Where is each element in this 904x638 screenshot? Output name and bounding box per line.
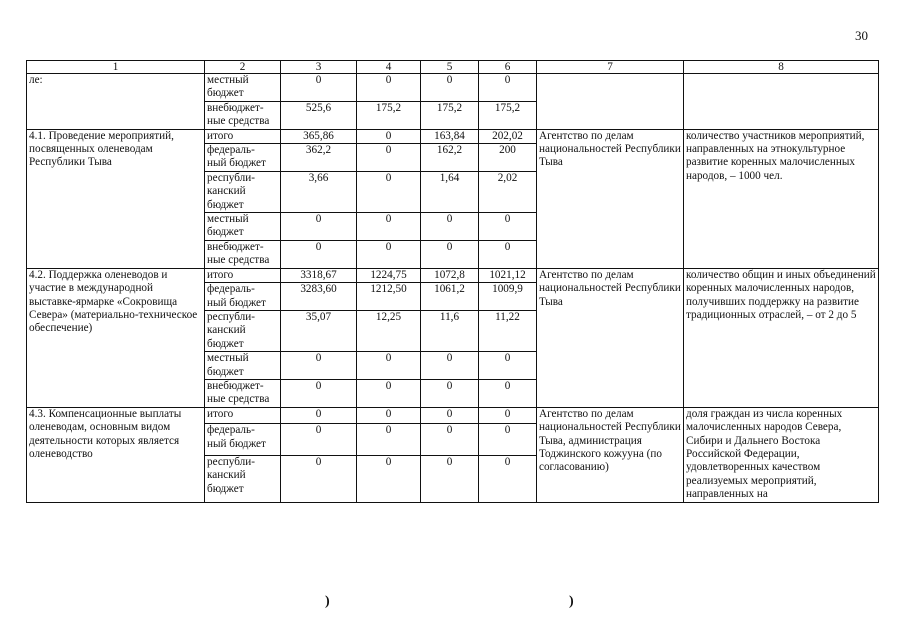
amount-cell-v6: 11,22 — [479, 310, 537, 351]
amount-cell-v4: 0 — [357, 379, 421, 407]
amount-cell-v4: 0 — [357, 455, 421, 502]
amount-cell-v3: 0 — [281, 424, 357, 456]
amount-cell-v3: 35,07 — [281, 310, 357, 351]
amount-cell-v3: 3318,67 — [281, 268, 357, 282]
funding-source-cell: федераль- ный бюджет — [205, 283, 281, 311]
amount-cell-v4: 0 — [357, 424, 421, 456]
amount-cell-v4: 1224,75 — [357, 268, 421, 282]
scan-mark-left: ) — [325, 594, 330, 609]
funding-source-cell: итого — [205, 407, 281, 423]
scan-mark-right: ) — [569, 594, 574, 609]
amount-cell-v6: 0 — [479, 455, 537, 502]
amount-cell-v3: 0 — [281, 352, 357, 380]
amount-cell-v4: 0 — [357, 129, 421, 143]
amount-cell-v4: 12,25 — [357, 310, 421, 351]
table-body — [27, 74, 879, 503]
funding-source-cell: местный бюджет — [205, 352, 281, 380]
amount-cell-v5: 0 — [421, 352, 479, 380]
amount-cell-v6: 1021,12 — [479, 268, 537, 282]
funding-source-cell: внебюджет- ные средства — [205, 379, 281, 407]
amount-cell-v6: 2,02 — [479, 171, 537, 212]
amount-cell-v3: 0 — [281, 379, 357, 407]
program-table — [26, 60, 879, 503]
funding-source-cell: внебюджет- ные средства — [205, 101, 281, 129]
amount-cell-v3: 0 — [281, 455, 357, 502]
indicator-cell: доля граждан из числа коренных малочисленных народов Севера, Сибири и Дальнего Востока Российской Федерации, удовлетворенных качеством реализуемых мероприятий, направленных на — [684, 407, 879, 502]
page-number: 30 — [855, 28, 868, 43]
amount-cell-v6: 0 — [479, 379, 537, 407]
amount-cell-v4: 0 — [357, 144, 421, 172]
amount-cell-v5: 1072,8 — [421, 268, 479, 282]
amount-cell-v4: 0 — [357, 407, 421, 423]
table-row — [27, 129, 879, 143]
amount-cell-v5: 0 — [421, 213, 479, 241]
table-row — [27, 74, 879, 102]
funding-source-cell: местный бюджет — [205, 213, 281, 241]
amount-cell-v5: 175,2 — [421, 101, 479, 129]
col-header-7: 7 — [537, 61, 684, 74]
amount-cell-v3: 0 — [281, 240, 357, 268]
amount-cell-v6: 0 — [479, 407, 537, 423]
funding-source-cell: итого — [205, 129, 281, 143]
amount-cell-v3: 0 — [281, 74, 357, 102]
activity-cell: 4.2. Поддержка оленеводов и участие в международной выставке-ярмарке «Сокровища Севера» (материально-техническое обеспечение) — [27, 268, 205, 407]
amount-cell-v4: 0 — [357, 240, 421, 268]
amount-cell-v4: 175,2 — [357, 101, 421, 129]
col-header-5: 5 — [421, 61, 479, 74]
activity-cell: 4.1. Проведение мероприятий, посвященных оленеводам Республики Тыва — [27, 129, 205, 268]
amount-cell-v3: 0 — [281, 407, 357, 423]
funding-source-cell: республи- канский бюджет — [205, 310, 281, 351]
amount-cell-v5: 1061,2 — [421, 283, 479, 311]
table-row — [27, 268, 879, 282]
responsible-cell: Агентство по делам национальностей Республики Тыва, администрация Тоджинского кожууна (по согласованию) — [537, 407, 684, 502]
responsible-cell — [537, 74, 684, 130]
funding-source-cell: республи- канский бюджет — [205, 171, 281, 212]
amount-cell-v3: 3,66 — [281, 171, 357, 212]
col-header-3: 3 — [281, 61, 357, 74]
amount-cell-v5: 0 — [421, 407, 479, 423]
activity-cell: 4.3. Компенсационные выплаты оленеводам, основным видом деятельности которых является оленеводство — [27, 407, 205, 502]
amount-cell-v4: 1212,50 — [357, 283, 421, 311]
activity-cell: ле: — [27, 74, 205, 130]
amount-cell-v5: 0 — [421, 240, 479, 268]
amount-cell-v4: 0 — [357, 213, 421, 241]
funding-source-cell: республи- канский бюджет — [205, 455, 281, 502]
indicator-cell — [684, 74, 879, 130]
amount-cell-v6: 1009,9 — [479, 283, 537, 311]
amount-cell-v5: 163,84 — [421, 129, 479, 143]
table-row — [27, 407, 879, 423]
funding-source-cell: федераль- ный бюджет — [205, 144, 281, 172]
amount-cell-v6: 175,2 — [479, 101, 537, 129]
funding-source-cell: федераль- ный бюджет — [205, 424, 281, 456]
indicator-cell: количество участников мероприятий, направленных на этнокультурное развитие коренных малочисленных народов, – 1000 чел. — [684, 129, 879, 268]
funding-source-cell: итого — [205, 268, 281, 282]
amount-cell-v6: 0 — [479, 424, 537, 456]
amount-cell-v3: 525,6 — [281, 101, 357, 129]
funding-source-cell: внебюджет- ные средства — [205, 240, 281, 268]
amount-cell-v3: 0 — [281, 213, 357, 241]
col-header-8: 8 — [684, 61, 879, 74]
col-header-1: 1 — [27, 61, 205, 74]
amount-cell-v6: 0 — [479, 74, 537, 102]
header-row — [27, 61, 879, 74]
amount-cell-v5: 0 — [421, 74, 479, 102]
amount-cell-v6: 0 — [479, 352, 537, 380]
col-header-6: 6 — [479, 61, 537, 74]
amount-cell-v3: 362,2 — [281, 144, 357, 172]
funding-source-cell: местный бюджет — [205, 74, 281, 102]
amount-cell-v6: 200 — [479, 144, 537, 172]
amount-cell-v4: 0 — [357, 352, 421, 380]
amount-cell-v4: 0 — [357, 74, 421, 102]
col-header-2: 2 — [205, 61, 281, 74]
amount-cell-v5: 162,2 — [421, 144, 479, 172]
amount-cell-v5: 0 — [421, 379, 479, 407]
amount-cell-v6: 0 — [479, 213, 537, 241]
amount-cell-v3: 3283,60 — [281, 283, 357, 311]
amount-cell-v5: 1,64 — [421, 171, 479, 212]
amount-cell-v5: 0 — [421, 424, 479, 456]
col-header-4: 4 — [357, 61, 421, 74]
indicator-cell: количество общин и иных объединений коренных малочисленных народов, получивших поддержку на развитие традиционных отраслей, – от 2 до 5 — [684, 268, 879, 407]
amount-cell-v6: 0 — [479, 240, 537, 268]
amount-cell-v5: 11,6 — [421, 310, 479, 351]
responsible-cell: Агентство по делам национальностей Республики Тыва — [537, 268, 684, 407]
responsible-cell: Агентство по делам национальностей Республики Тыва — [537, 129, 684, 268]
amount-cell-v6: 202,02 — [479, 129, 537, 143]
amount-cell-v5: 0 — [421, 455, 479, 502]
amount-cell-v4: 0 — [357, 171, 421, 212]
amount-cell-v3: 365,86 — [281, 129, 357, 143]
